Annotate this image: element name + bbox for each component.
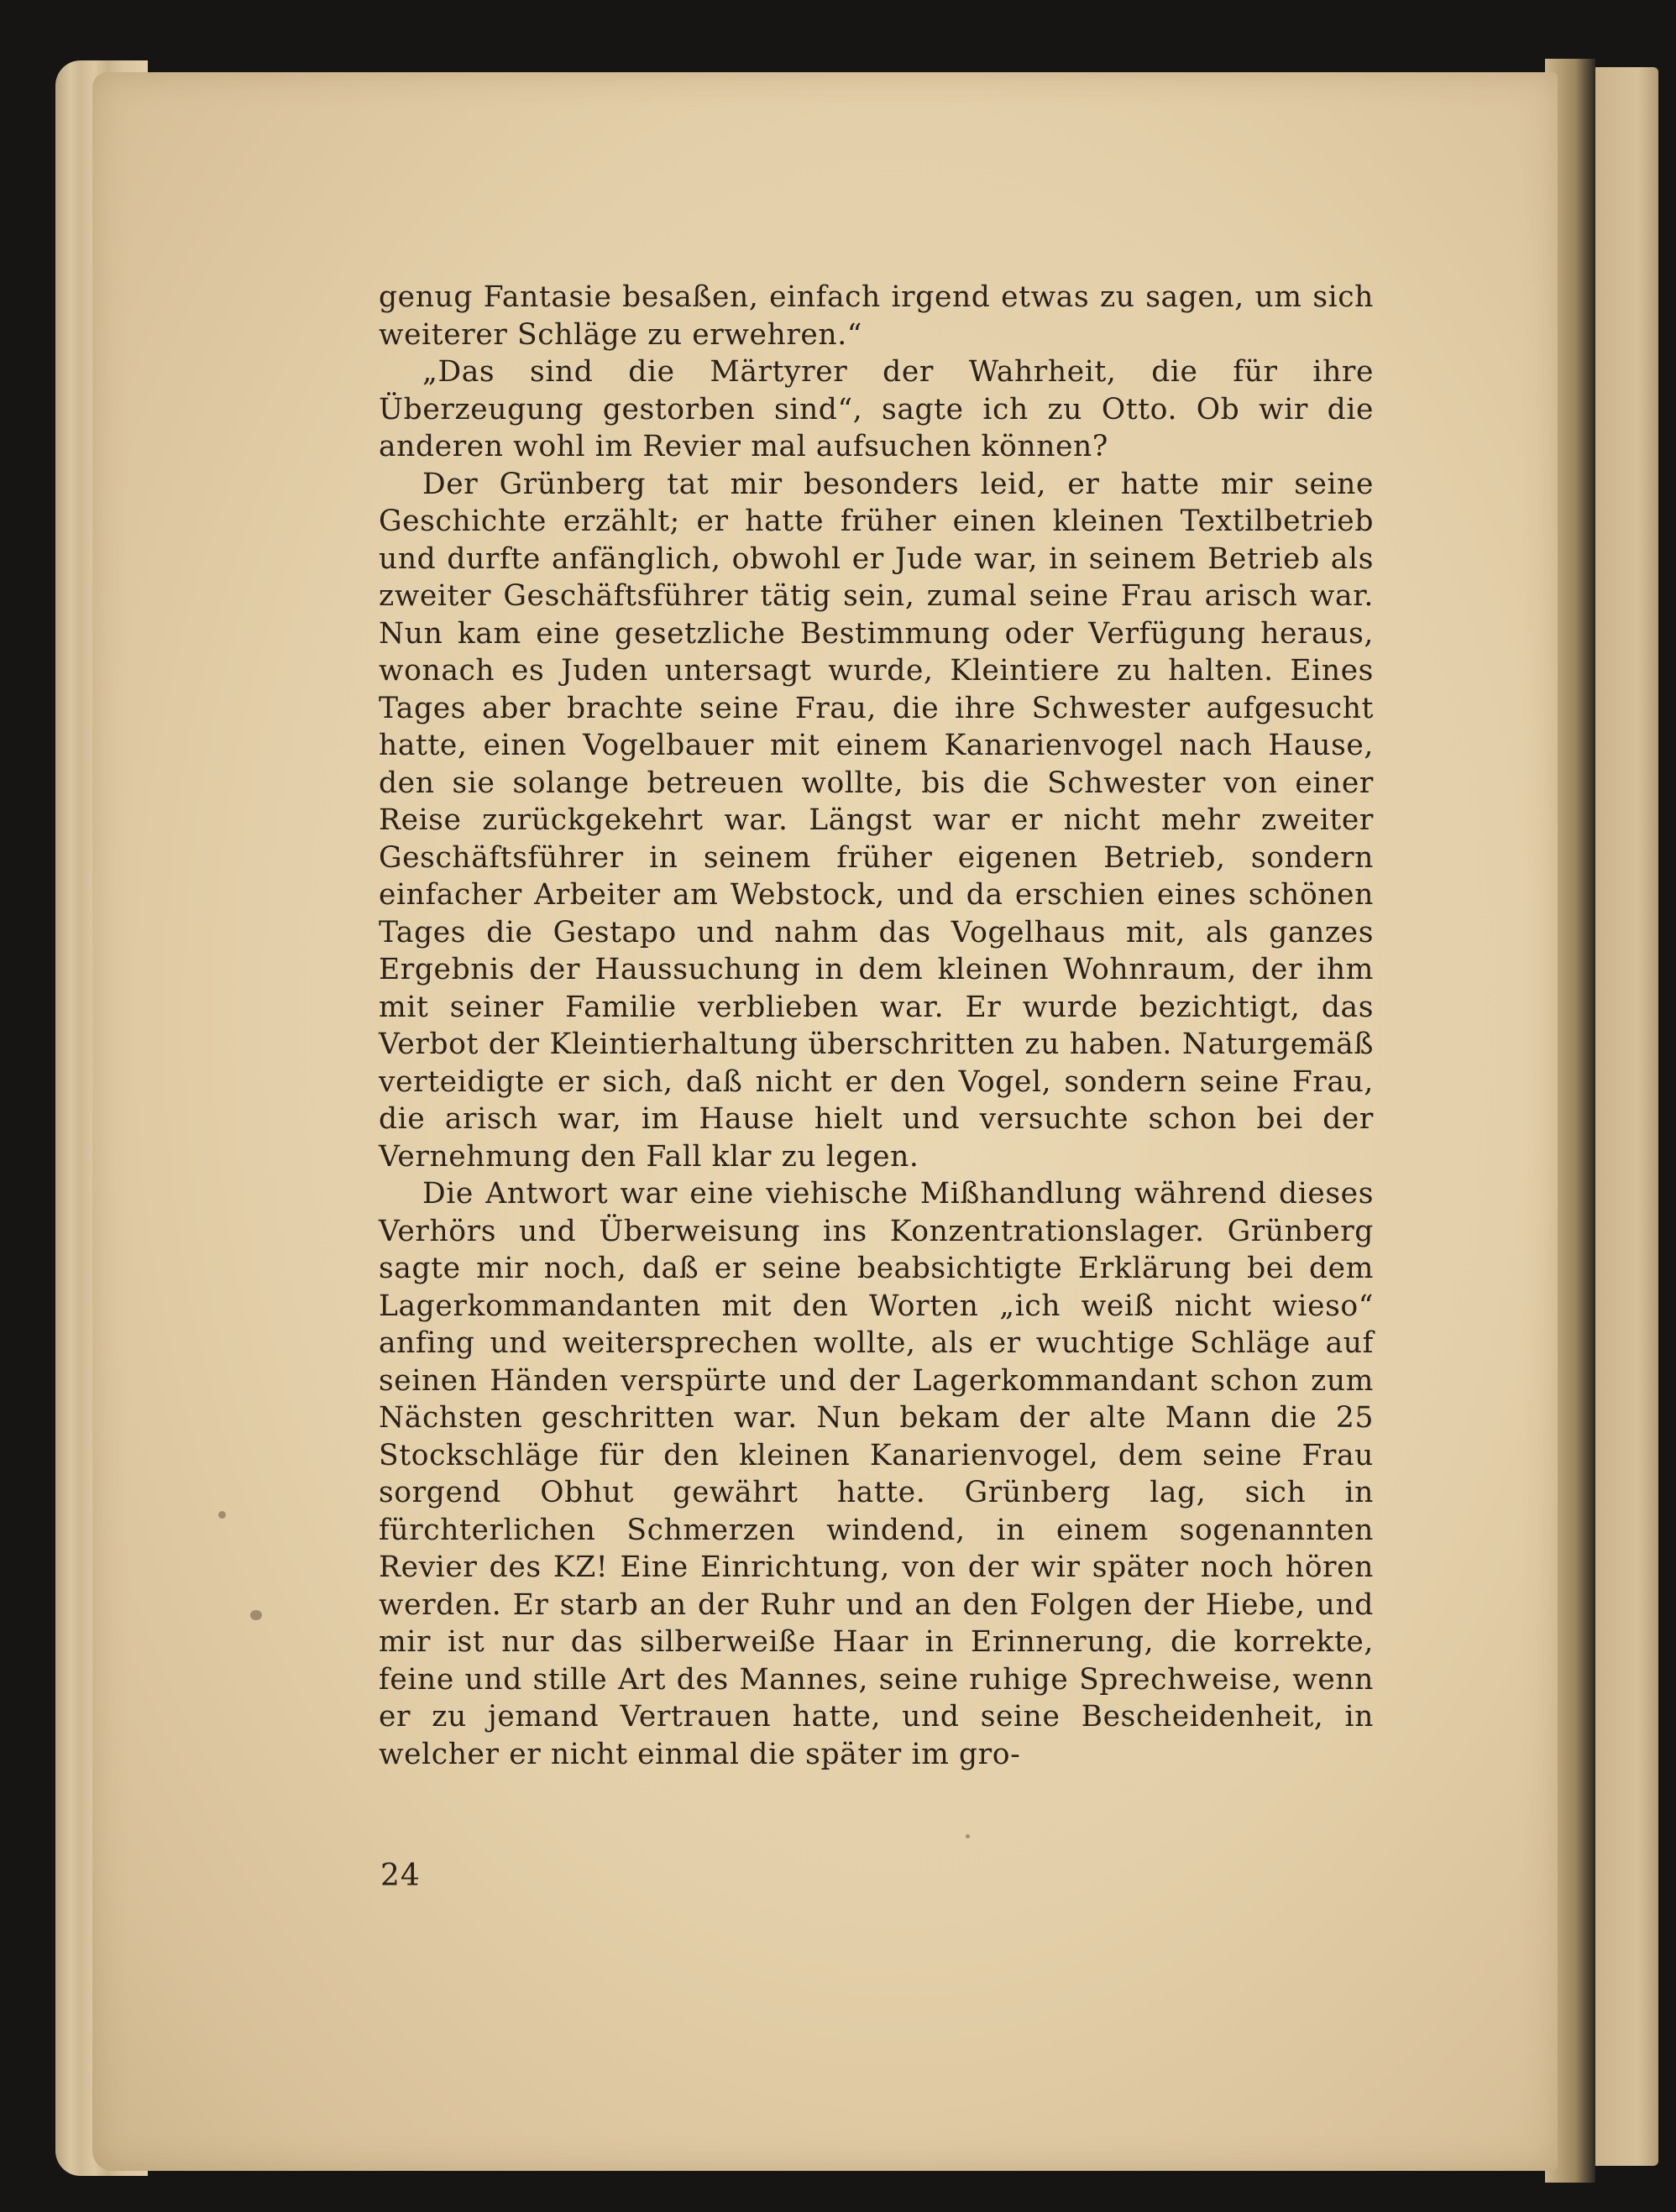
paper-speck: [218, 1511, 226, 1519]
body-text: [379, 279, 1374, 1773]
paper-speck: [966, 1834, 970, 1838]
paragraph: Der Grünberg tat mir besonders leid, er hatte mir seine Geschichte erzählt; er hatte früher einen kleinen Textilbetrieb und durfte anfänglich, obwohl er Jude war, in seinem Betrieb als zweiter Geschäftsführer tätig sein, zumal seine Frau arisch war. Nun kam eine gesetzliche Bestimmung oder Verfügung heraus, wonach es Juden untersagt wurde, Kleintiere zu halten. Eines Tages aber brachte seine Frau, die ihre Schwester aufgesucht hatte, einen Vogelbauer mit einem Kanarienvogel nach Hause, den sie solange betreuen wollte, bis die Schwester von einer Reise zurückgekehrt war. Längst war er nicht mehr zweiter Geschäftsführer in seinem früher eigenen Betrieb, sondern einfacher Arbeiter am Webstock, und da erschien eines schönen Tages die Gestapo und nahm das Vogelhaus mit, als ganzes Ergebnis der Haussuchung in dem kleinen Wohnraum, der ihm mit seiner Familie verblieben war. Er wurde bezichtigt, das Verbot der Kleintierhaltung überschritten zu haben. Naturgemäß verteidigte er sich, daß nicht er den Vogel, sondern seine Frau, die arisch war, im Hause hielt und versuchte schon bei der Vernehmung den Fall klar zu legen.: [379, 467, 1374, 1174]
paragraph: Die Antwort war eine viehische Mißhandlung während dieses Verhörs und Überweisung ins Konzentrationslager. Grünberg sagte mir noch, daß er seine beabsichtigte Erklärung bei dem Lagerkommandanten mit den Worten „ich weiß nicht wieso“ anfing und weitersprechen wollte, als er wuchtige Schläge auf seinen Händen verspürte und der Lagerkommandant schon zum Nächsten geschritten war. Nun bekam der alte Mann die 25 Stockschläge für den kleinen Kanarienvogel, dem seine Frau sorgend Obhut gewährt hatte. Grünberg lag, sich in fürchterlichen Schmerzen windend, in einem sogenannten Revier des KZ! Eine Einrichtung, von der wir später noch hören werden. Er starb an der Ruhr und an den Folgen der Hiebe, und mir ist nur das silberweiße Haar in Erinnerung, die korrekte, feine und stille Art des Mannes, seine ruhige Sprechweise, wenn er zu jemand Vertrauen hatte, und seine Bescheidenheit, in welcher er nicht einmal die später im gro-: [379, 1177, 1374, 1771]
paper-speck: [250, 1610, 262, 1620]
page-number: 24: [380, 1859, 421, 1893]
paragraph: „Das sind die Märtyrer der Wahrheit, die für ihre Überzeugung gestorben sind“, sagte ich zu Otto. Ob wir die anderen wohl im Revier mal aufsuchen können?: [379, 355, 1374, 463]
paragraph: genug Fantasie besaßen, einfach irgend etwas zu sagen, um sich weiterer Schläge zu erwehren.“: [379, 280, 1374, 352]
